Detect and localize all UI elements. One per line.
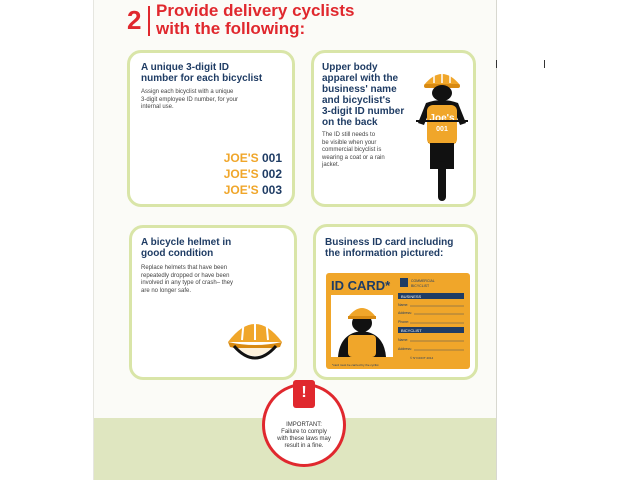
scan-mark [544, 60, 545, 68]
card-idcard-title: Business ID card including the information pictured: [325, 237, 454, 259]
svg-text:Address:: Address: [398, 347, 412, 351]
step-number: 2 [127, 5, 142, 35]
id-card-label: ID CARD* [331, 278, 391, 293]
svg-text:© NYCDOT 2014: © NYCDOT 2014 [410, 356, 434, 360]
cyclist-back-illustration [412, 65, 472, 205]
card-apparel [311, 50, 476, 207]
important-notice-text: IMPORTANT: Failure to comply with these laws may result in a fine. [277, 422, 331, 449]
exclamation-icon: ! [293, 380, 315, 408]
step-divider [148, 6, 150, 36]
headline-line-1: Provide delivery cyclists [156, 1, 355, 20]
scan-mark [496, 60, 497, 68]
card-id-card [313, 224, 478, 380]
vest-number: 001 [436, 126, 448, 133]
card-apparel-title: Upper body apparel with the business' name and bicyclist's 3-digit ID number on the back [322, 62, 405, 128]
flyer-page [93, 0, 497, 480]
id-card-illustration [326, 273, 470, 371]
id-row: JOE'S 003 [223, 183, 282, 197]
card-helmet-title: A bicycle helmet in good condition [141, 237, 232, 259]
svg-text:BICYCLIST: BICYCLIST [401, 328, 422, 333]
svg-text:*card must be carried by the c: *card must be carried by the cyclist [332, 363, 379, 367]
card-id-body: Assign each bicyclist with a unique 3-digit employee ID number, for your internal use. [141, 89, 239, 110]
svg-text:Phone:: Phone: [398, 320, 410, 324]
id-row: JOE'S 002 [223, 167, 282, 181]
svg-text:BUSINESS: BUSINESS [401, 294, 422, 299]
vest-name: Joe's [429, 113, 455, 124]
card-id-title: A unique 3-digit ID number for each bicyclist [141, 62, 263, 84]
helmet-icon [224, 310, 286, 372]
id-row: JOE'S 001 [223, 151, 282, 165]
card-apparel-body: The ID still needs to be visible when your commercial bicyclist is wearing a coat or a rain jacket. [322, 132, 385, 168]
id-number-list [224, 150, 282, 198]
card-id-number [127, 50, 295, 207]
svg-text:COMMERCIAL: COMMERCIAL [411, 279, 435, 283]
svg-text:Name:: Name: [398, 303, 409, 307]
svg-text:BICYCLIST: BICYCLIST [411, 284, 430, 288]
svg-text:Address:: Address: [398, 311, 412, 315]
page-headline [156, 2, 354, 38]
headline-line-2: with the following: [156, 19, 306, 38]
card-helmet [129, 225, 297, 380]
card-helmet-body: Replace helmets that have been repeatedly dropped or have been involved in any type of crash– they are no longer safe. [141, 265, 234, 294]
svg-text:Name:: Name: [398, 338, 409, 342]
